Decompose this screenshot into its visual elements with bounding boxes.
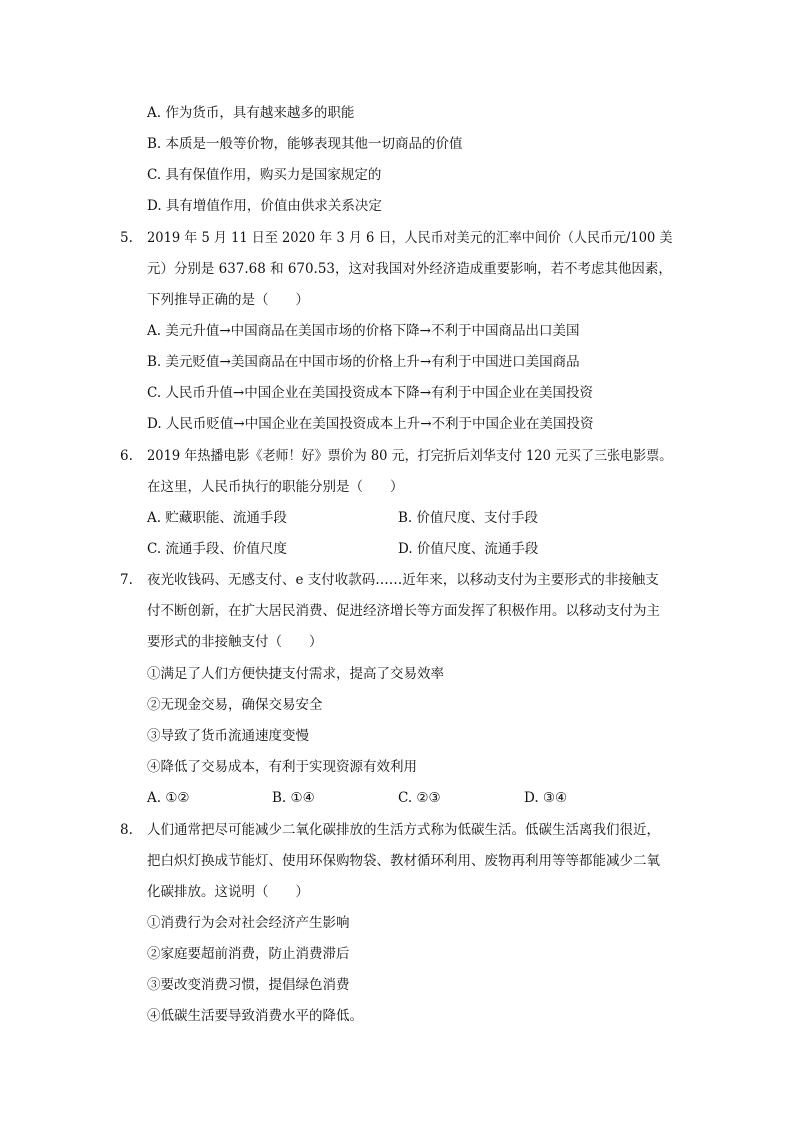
question-8-statement-4: ④低碳生活要导致消费水平的降低。 (147, 1008, 363, 1024)
question-6-option-c: C. 流通手段、价值尺度 (147, 541, 287, 557)
question-6-text-line-1: 2019 年热播电影《老师！好》票价为 80 元，打完折后刘华支付 120 元买了三张电影票。 (147, 448, 673, 464)
question-5-option-b: B. 美元贬值→美国商品在中国市场的价格上升→有利于中国进口美国商品 (147, 354, 580, 370)
question-7-option-b: B. ①④ (272, 790, 315, 806)
question-7-statement-2: ②无现金交易，确保交易安全 (147, 697, 323, 713)
question-5-number: 5. (120, 230, 133, 246)
question-7-text-line-2: 付不断创新，在扩大居民消费、促进经济增长等方面发挥了积极作用。以移动支付为主 (147, 603, 660, 619)
question-7-option-d: D. ③④ (524, 790, 568, 806)
question-5-option-c: C. 人民币升值→中国企业在美国投资成本下降→有利于中国企业在美国投资 (147, 385, 594, 401)
prev-option-b: B. 本质是一般等价物，能够表现其他一切商品的价值 (147, 136, 463, 152)
question-6-option-d: D. 价值尺度、流通手段 (398, 541, 539, 557)
question-7-option-a: A. ①② (147, 790, 190, 806)
question-8-text-line-1: 人们通常把尽可能减少二氧化碳排放的生活方式称为低碳生活。低碳生活离我们很近， (147, 822, 660, 838)
question-8-statement-1: ①消费行为会对社会经济产生影响 (147, 915, 350, 931)
question-5-text-line-3: 下列推导正确的是（ ） (147, 292, 309, 308)
question-6-option-b: B. 价值尺度、支付手段 (398, 510, 539, 526)
question-7-text-line-1: 夜光收钱码、无感支付、e 支付收款码……近年来，以移动支付为主要形式的非接触支 (147, 572, 659, 588)
question-8-number: 8. (120, 822, 133, 838)
question-7-text-line-3: 要形式的非接触支付（ ） (147, 634, 323, 650)
question-8-statement-2: ②家庭要超前消费，防止消费滞后 (147, 946, 350, 962)
question-8-text-line-2: 把白炽灯换成节能灯、使用环保购物袋、教材循环利用、废物再利用等等都能减少二氧 (147, 853, 660, 869)
question-6-option-a: A. 贮藏职能、流通手段 (147, 510, 287, 526)
question-5-text-line-1: 2019 年 5 月 11 日至 2020 年 3 月 6 日，人民币对美元的汇率中间价（人民币元/100 美 (147, 230, 673, 246)
question-7-number: 7. (120, 572, 133, 588)
question-5-text-line-2: 元）分别是 637.68 和 670.53，这对我国对外经济造成重要影响，若不考虑其他因素， (147, 261, 672, 277)
question-7-statement-4: ④降低了交易成本，有利于实现资源有效利用 (147, 759, 417, 775)
question-6-number: 6. (120, 448, 133, 464)
prev-option-d: D. 具有增值作用，价值由供求关系决定 (147, 198, 382, 214)
question-7-statement-3: ③导致了货币流通速度变慢 (147, 728, 309, 744)
question-5-option-d: D. 人民币贬值→中国企业在美国投资成本上升→不利于中国企业在美国投资 (147, 416, 594, 432)
question-6-text-line-2: 在这里，人民币执行的职能分别是（ ） (147, 479, 404, 495)
prev-option-a: A. 作为货币，具有越来越多的职能 (147, 105, 355, 121)
question-7-statement-1: ①满足了人们方便快捷支付需求，提高了交易效率 (147, 666, 444, 682)
question-7-option-c: C. ②③ (398, 790, 441, 806)
question-8-text-line-3: 化碳排放。这说明（ ） (147, 884, 309, 900)
prev-option-c: C. 具有保值作用，购买力是国家规定的 (147, 167, 382, 183)
question-5-option-a: A. 美元升值→中国商品在美国市场的价格下降→不利于中国商品出口美国 (147, 323, 580, 339)
question-8-statement-3: ③要改变消费习惯，提倡绿色消费 (147, 977, 350, 993)
